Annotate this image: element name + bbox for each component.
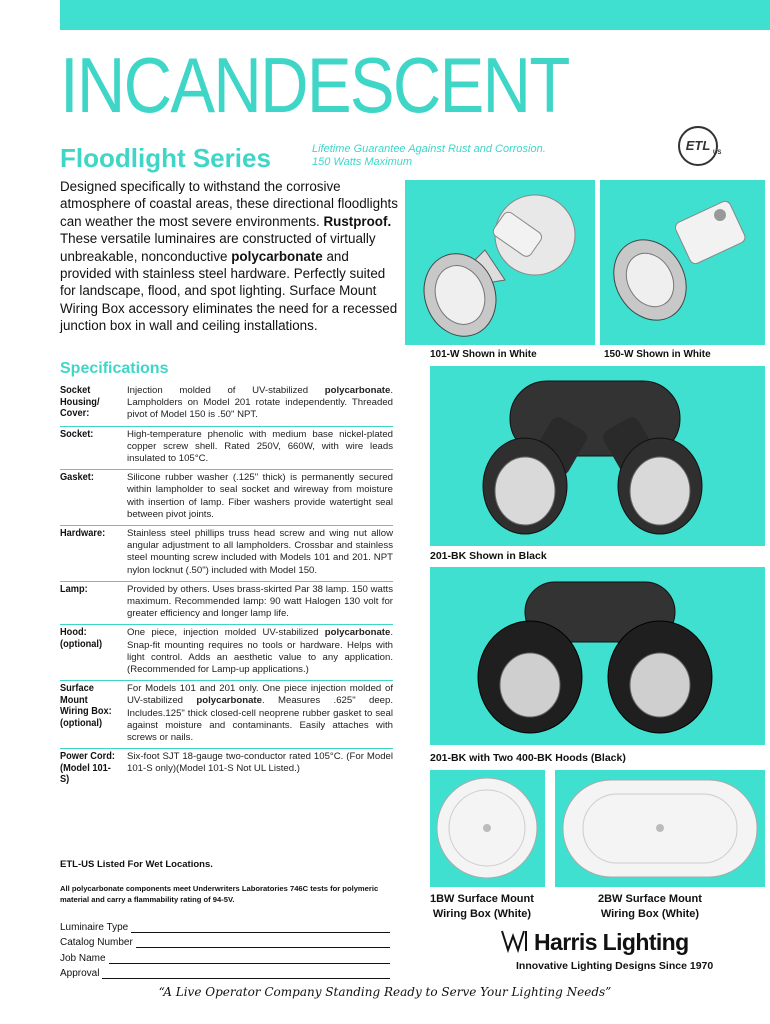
- caption-2bw-line1: 2BW Surface Mount: [598, 893, 702, 905]
- spec-description: [127, 683, 393, 744]
- job-name-line[interactable]: [109, 954, 390, 964]
- spec-text-part: One piece, injection molded UV-stabilized: [127, 627, 325, 639]
- spec-text-part: Provided by others. Uses brass-skirted Par 38 lamp. 150 watts maximum. Recommended lamp: 90 watt Halogen 130 volt for greater efficiency and longer lamp life.: [127, 583, 393, 620]
- intro-bold-rustproof: Rustproof.: [323, 213, 392, 229]
- spec-row: [60, 525, 393, 581]
- intro-text-3: and provided with stainless steel hardware. Perfectly suited for landscape, flood, and spot lighting. Surface Mount Wiring Box accessory eliminates the need for a recessed junction box in wall and ceiling installations.: [60, 248, 398, 334]
- etl-us-mark: US: [713, 150, 722, 156]
- spec-label: Lamp:: [60, 582, 88, 595]
- spec-text-part: . Measures .625" deep. Includes.125" thick closed-cell neoprene rubber gasket to seal against moisture and contaminants. Easily attaches with screws or nails.: [127, 695, 394, 744]
- tagline-guarantee: Lifetime Guarantee Against Rust and Corrosion.: [312, 143, 546, 155]
- approval-label: Approval: [60, 968, 100, 979]
- photo-2bw: [555, 770, 765, 887]
- spec-text-part: Stainless steel phillips truss head screw and wing nut allow angular adjustment to all lampholders. Crossbar and stainless steel mounting screw included with Models 101 and 201. NPT nylon locknut (.50") included with Model 150.: [127, 528, 393, 576]
- caption-1bw-line1: 1BW Surface Mount: [430, 893, 534, 905]
- catalog-number-field[interactable]: [60, 937, 390, 948]
- photo-1bw: [430, 770, 545, 887]
- spec-label: Hood: (optional): [60, 626, 103, 651]
- luminaire-type-field[interactable]: [60, 922, 390, 933]
- spec-row: [60, 680, 393, 748]
- caption-2bw: [598, 892, 702, 922]
- spec-text-part: . Snap-fit mounting requires no tools or hardware. Helps with light control. Adds an aesthetic value to any application.(Recommended for Lamp-up applications.): [127, 627, 393, 676]
- catalog-number-label: Catalog Number: [60, 937, 133, 948]
- catalog-number-line[interactable]: [136, 938, 390, 948]
- caption-201-bk-hoods: 201-BK with Two 400-BK Hoods (Black): [430, 752, 626, 764]
- spec-description: [127, 528, 393, 577]
- spec-label: Socket Housing/ Cover:: [60, 384, 100, 420]
- caption-1bw: [430, 892, 534, 922]
- tagline: [312, 143, 546, 169]
- specifications-table: [60, 383, 393, 790]
- spec-description: [127, 584, 393, 621]
- spec-row: [60, 581, 393, 625]
- brand-tagline: Innovative Lighting Designs Since 1970: [516, 960, 714, 972]
- caption-1bw-line2: Wiring Box (White): [432, 908, 532, 920]
- etl-listing-note: ETL-US Listed For Wet Locations.: [60, 859, 213, 870]
- spec-label: Power Cord: (Model 101-S): [60, 750, 115, 786]
- spec-text-part: Six-foot SJT 18-gauge two-conductor rated 105°C. (For Model 101-S only)(Model 101-S Not UL Listed.): [127, 751, 393, 775]
- intro-paragraph: [60, 178, 400, 335]
- spec-label: Surface Mount Wiring Box: (optional): [60, 682, 112, 730]
- spec-text-part: . Lampholders on Model 201 rotate independently. Threaded pivot of Model 150 is .50" NPT.: [127, 385, 393, 421]
- spec-text-part: Injection molded of UV-stabilized: [127, 385, 325, 396]
- job-name-field[interactable]: [60, 953, 390, 964]
- polycarbonate-note: All polycarbonate components meet Underwriters Laboratories 746C tests for polymeric material and carry a flammability rating of 94-5V.: [60, 884, 379, 904]
- brand-name: Harris Lighting: [534, 929, 689, 955]
- caption-201-bk: 201-BK Shown in Black: [430, 550, 547, 562]
- photo-201-bk: [430, 366, 765, 546]
- spec-label: Socket:: [60, 427, 94, 440]
- photo-201-bk-hoods: [430, 567, 765, 745]
- page-title: INCANDESCENT: [60, 41, 569, 129]
- spec-description: [127, 472, 393, 521]
- spec-text-bold: polycarbonate: [324, 627, 391, 639]
- spec-description: [127, 627, 393, 676]
- spec-row: [60, 383, 393, 426]
- caption-101-w: 101-W Shown in White: [430, 349, 537, 360]
- caption-2bw-line2: Wiring Box (White): [600, 908, 700, 920]
- spec-text-part: Silicone rubber washer (.125" thick) is permanently secured within lampholder to seal socket and wireway from moisture with insertion of lamp. Fiber washers provide watertight seal between pivot joints.: [127, 472, 393, 520]
- spec-row: [60, 426, 393, 470]
- approval-line[interactable]: [102, 969, 390, 979]
- luminaire-type-label: Luminaire Type: [60, 922, 129, 933]
- spec-label: Hardware:: [60, 527, 106, 540]
- job-name-label: Job Name: [60, 953, 106, 964]
- spec-row: [60, 748, 393, 790]
- spec-text-part: High-temperature phenolic with medium base nickel-plated copper screw shell. Rated 250V, 660W, with wire leads insulated to 105°C.: [127, 428, 393, 465]
- company-slogan: “A Live Operator Company Standing Ready to Serve Your Lighting Needs”: [158, 985, 612, 999]
- etl-certification-logo: ETL: [678, 126, 718, 166]
- spec-description: [127, 385, 393, 422]
- series-subtitle: Floodlight Series: [60, 143, 271, 173]
- harris-monogram-icon: [500, 928, 534, 954]
- approval-field[interactable]: [60, 968, 390, 979]
- brand-logo: [500, 928, 689, 956]
- intro-text-1: Designed specifically to withstand the corrosive atmosphere of coastal areas, these directional floodlights can weather the most severe environments.: [60, 179, 398, 229]
- photo-150-w: [600, 180, 765, 345]
- spec-text-bold: polycarbonate: [324, 385, 391, 396]
- intro-bold-polycarbonate: polycarbonate: [231, 248, 323, 264]
- luminaire-type-line[interactable]: [131, 923, 390, 933]
- tagline-wattage: 150 Watts Maximum: [312, 156, 413, 168]
- spec-description: [127, 751, 393, 786]
- caption-150-w: 150-W Shown in White: [604, 349, 711, 360]
- spec-description: [127, 429, 393, 466]
- spec-text-bold: polycarbonate: [196, 695, 262, 707]
- spec-row: [60, 469, 393, 525]
- spec-text-part: For Models 101 and 201 only. One piece injection molded of UV-stabilized: [127, 683, 393, 707]
- top-accent-bar: [60, 0, 770, 30]
- spec-label: Gasket:: [60, 471, 94, 484]
- intro-text-2: These versatile luminaires are constructed of virtually unbreakable, nonconductive: [60, 231, 376, 264]
- specifications-heading: Specifications: [60, 360, 169, 377]
- spec-row: [60, 624, 393, 680]
- photo-101-w: [405, 180, 595, 345]
